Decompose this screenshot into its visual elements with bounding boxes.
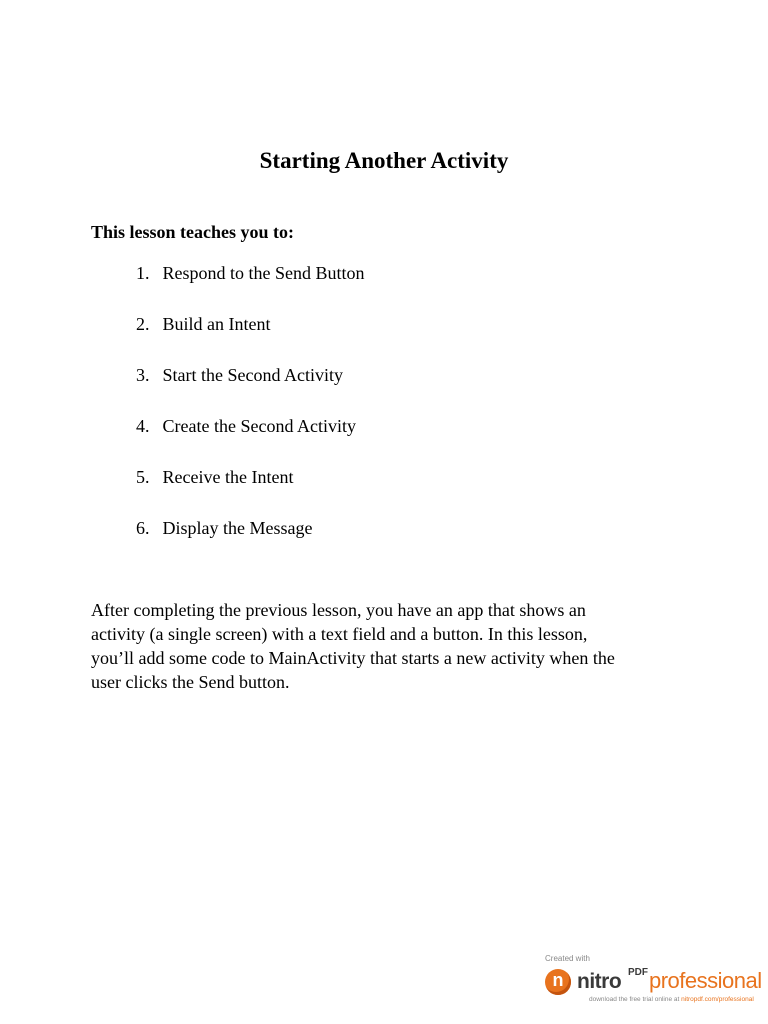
list-item-label: Respond to the Send Button (162, 263, 365, 283)
watermark-brand-superscript: PDF (628, 967, 648, 978)
list-item-number: 6. (136, 518, 150, 538)
paragraph-line: you’ll add some code to MainActivity that starts a new activity when the (91, 648, 615, 668)
body-paragraph (91, 598, 691, 694)
document-title: Starting Another Activity (259, 148, 509, 173)
list-item-label: Display the Message (162, 518, 313, 538)
list-item (136, 364, 365, 415)
watermark-tagline (589, 996, 754, 1003)
list-item-label: Build an Intent (162, 314, 271, 334)
paragraph-line: activity (a single screen) with a text field and a button. In this lesson, (91, 624, 588, 644)
watermark-brand: nitro (577, 970, 622, 993)
list-item-number: 5. (136, 467, 150, 487)
list-item-label: Create the Second Activity (162, 416, 356, 436)
logo-letter: n (552, 970, 564, 990)
list-item-number: 1. (136, 263, 150, 283)
watermark-created-with: Created with (545, 954, 590, 963)
list-item (136, 415, 365, 466)
lesson-intro-heading: This lesson teaches you to: (91, 222, 295, 242)
list-item-label: Receive the Intent (162, 467, 294, 487)
nitro-watermark (545, 954, 763, 1006)
list-item (136, 517, 365, 568)
paragraph-line: user clicks the Send button. (91, 672, 290, 692)
paragraph-line: After completing the previous lesson, you have an app that shows an (91, 600, 586, 620)
list-item-number: 3. (136, 365, 150, 385)
nitro-logo-icon (545, 969, 571, 995)
watermark-product: professional (649, 968, 762, 993)
list-item-number: 4. (136, 416, 150, 436)
watermark-tagline-link[interactable]: nitropdf.com/professional (681, 996, 754, 1003)
list-item (136, 466, 365, 517)
lesson-list (136, 262, 365, 568)
list-item (136, 313, 365, 364)
watermark-tagline-prefix: download the free trial online at (589, 996, 682, 1003)
list-item-number: 2. (136, 314, 150, 334)
list-item-label: Start the Second Activity (162, 365, 343, 385)
list-item (136, 262, 365, 313)
